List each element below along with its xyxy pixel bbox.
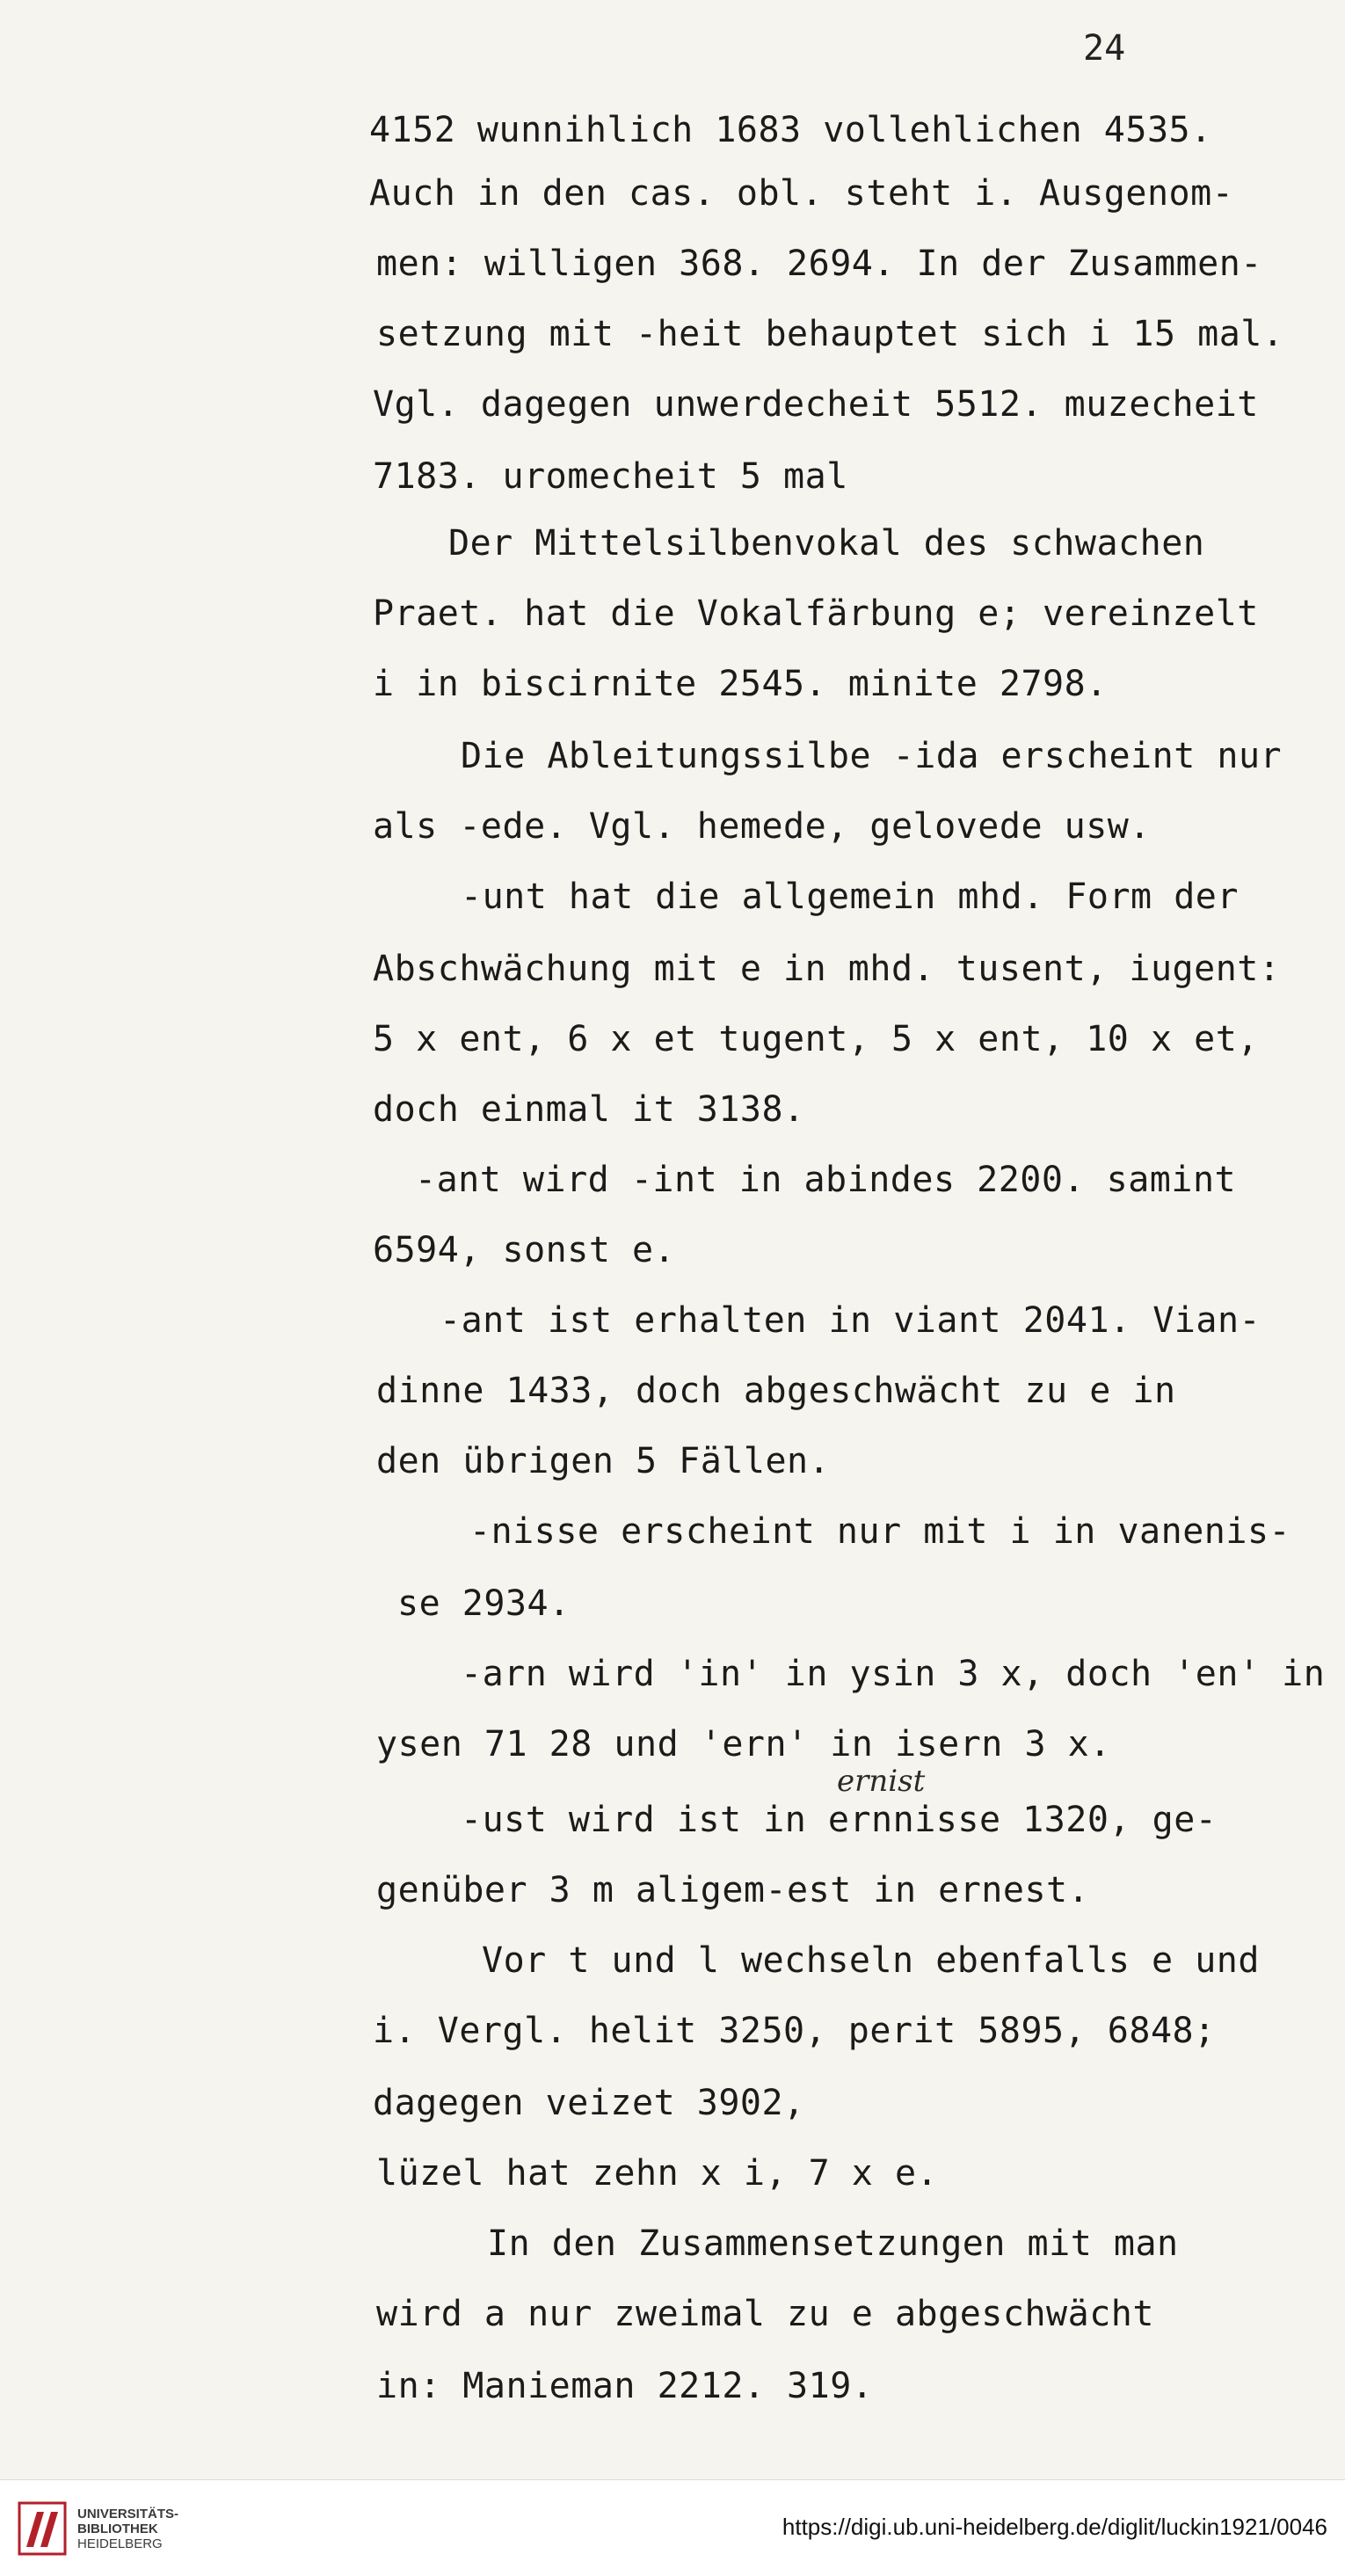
- text-line: wird a nur zweimal zu e abgeschwächt: [376, 2294, 1154, 2334]
- text-line: dinne 1433, doch abgeschwächt zu e in: [376, 1371, 1176, 1411]
- text-line: Vor t und l wechseln ebenfalls e und: [482, 1940, 1260, 1981]
- text-line: 6594, sonst e.: [373, 1230, 676, 1270]
- text-line: doch einmal it 3138.: [373, 1089, 805, 1130]
- text-line: i. Vergl. helit 3250, perit 5895, 6848;: [373, 2011, 1216, 2051]
- text-line: -arn wird 'in' in ysin 3 x, doch 'en' in: [461, 1654, 1326, 1694]
- handwritten-annotation: ernist: [837, 1764, 926, 1799]
- text-line: Der Mittelsilbenvokal des schwachen: [448, 523, 1205, 564]
- text-line: Die Ableitungssilbe -ida erscheint nur: [461, 736, 1283, 776]
- text-line: den übrigen 5 Fällen.: [376, 1441, 831, 1481]
- text-line: Abschwächung mit e in mhd. tusent, iugent:: [373, 949, 1281, 989]
- page-number: 24: [1083, 28, 1126, 69]
- library-city: HEIDELBERG: [77, 2536, 163, 2551]
- document-url-link[interactable]: https://digi.ub.uni-heidelberg.de/diglit/luckin1921/0046: [782, 2514, 1327, 2540]
- text-line: men: willigen 368. 2694. In der Zusammen-: [376, 244, 1262, 284]
- text-line: -ant ist erhalten in viant 2041. Vian-: [440, 1300, 1261, 1341]
- text-line: -unt hat die allgemein mhd. Form der: [461, 877, 1239, 917]
- text-line: In den Zusammensetzungen mit man: [487, 2223, 1179, 2264]
- text-line: Auch in den cas. obl. steht i. Ausgenom-: [369, 173, 1234, 214]
- text-line: -ust wird ist in ernnisse 1320, ge-: [461, 1800, 1218, 1840]
- university-library-logo-icon: [18, 2501, 67, 2556]
- text-line: 5 x ent, 6 x et tugent, 5 x ent, 10 x et,: [373, 1019, 1259, 1059]
- text-line: 7183. uromecheit 5 mal: [373, 456, 848, 497]
- text-line: als -ede. Vgl. hemede, gelovede usw.: [373, 806, 1151, 847]
- library-name: [77, 2507, 178, 2551]
- text-line: -nisse erscheint nur mit i in vanenis-: [469, 1511, 1291, 1552]
- text-line: dagegen veizet 3902,: [373, 2083, 805, 2123]
- library-name-line: BIBLIOTHEK: [77, 2521, 158, 2536]
- text-line: -ant wird -int in abindes 2200. samint: [415, 1160, 1237, 1200]
- text-line: Vgl. dagegen unwerdecheit 5512. muzecheit: [373, 384, 1259, 425]
- library-name-line: UNIVERSITÄTS-: [77, 2507, 179, 2521]
- viewer-footer: [0, 2479, 1345, 2576]
- text-line: Praet. hat die Vokalfärbung e; vereinzelt: [373, 593, 1259, 634]
- text-line: lüzel hat zehn x i, 7 x e.: [376, 2153, 939, 2194]
- text-line: se 2934.: [397, 1583, 571, 1624]
- text-line: setzung mit -heit behauptet sich i 15 mal.: [376, 314, 1284, 354]
- text-line: i in biscirnite 2545. minite 2798.: [373, 664, 1108, 704]
- text-line: genüber 3 m aligem-est in ernest.: [376, 1870, 1090, 1910]
- text-line: 4152 wunnihlich 1683 vollehlichen 4535.: [369, 110, 1212, 150]
- text-line: in: Manieman 2212. 319.: [376, 2366, 874, 2406]
- text-line: ysen 71 28 und 'ern' in isern 3 x.: [376, 1724, 1111, 1765]
